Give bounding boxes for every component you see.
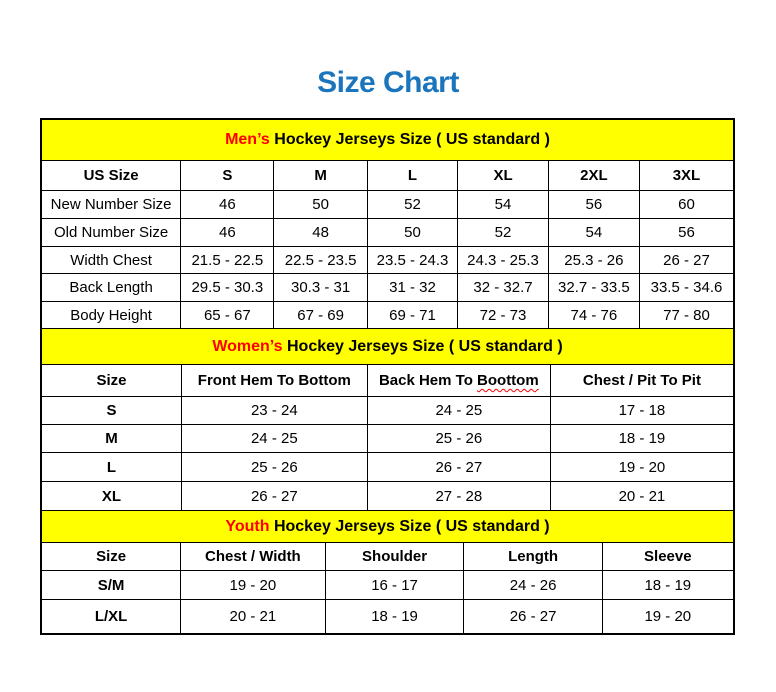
value-cell: 19 - 20 (602, 600, 733, 633)
section-band (42, 120, 733, 160)
header-cell: 3XL (639, 161, 733, 190)
value-cell: 24 - 25 (367, 397, 550, 424)
header-cell: Chest / Width (180, 543, 324, 570)
header-cell: Sleeve (602, 543, 733, 570)
band-title-text: Hockey Jerseys Size ( US standard ) (269, 517, 550, 535)
header-cell: 2XL (548, 161, 639, 190)
value-cell: 52 (367, 191, 458, 218)
value-cell: 20 - 21 (550, 482, 733, 510)
value-cell: 24 - 25 (181, 425, 367, 452)
band-accent-text: Women’s (212, 337, 283, 355)
band-accent-text: Men’s (225, 131, 270, 148)
value-cell: 26 - 27 (367, 453, 550, 481)
table-row (42, 218, 733, 246)
value-cell: 32 - 32.7 (457, 274, 548, 301)
value-cell: 25.3 - 26 (548, 247, 639, 273)
value-cell: 46 (180, 191, 273, 218)
value-cell: 26 - 27 (181, 482, 367, 510)
section-band (42, 510, 733, 542)
table-row (42, 481, 733, 510)
table-row (42, 599, 733, 633)
table-row (42, 190, 733, 218)
header-row (42, 542, 733, 570)
value-cell: 54 (457, 191, 548, 218)
header-cell: Size (96, 372, 127, 389)
value-cell: 56 (548, 191, 639, 218)
row-label-cell: Width Chest (70, 251, 152, 269)
value-cell: 23 - 24 (181, 397, 367, 424)
row-label-cell: Body Height (70, 306, 152, 324)
misspelled-word: Boottom (477, 372, 539, 389)
table-row (42, 452, 733, 481)
value-cell: 26 - 27 (463, 600, 601, 633)
row-label-cell: L (106, 458, 117, 476)
header-cell: Length (463, 543, 601, 570)
value-cell: 77 - 80 (639, 302, 733, 328)
header-cell: M (273, 161, 366, 190)
value-cell: 19 - 20 (550, 453, 733, 481)
band-title-text: Hockey Jerseys Size ( US standard ) (282, 337, 563, 355)
value-cell: 29.5 - 30.3 (180, 274, 273, 301)
table-row (42, 424, 733, 452)
value-cell: 72 - 73 (457, 302, 548, 328)
value-cell: 65 - 67 (180, 302, 273, 328)
value-cell: 56 (639, 219, 733, 246)
table-row (42, 246, 733, 273)
value-cell: 25 - 26 (181, 453, 367, 481)
header-cell: S (180, 161, 273, 190)
header-cell (367, 365, 550, 396)
value-cell: 54 (548, 219, 639, 246)
page-title: Size Chart (317, 66, 459, 99)
value-cell: 20 - 21 (180, 600, 324, 633)
section-band (42, 328, 733, 364)
value-cell: 46 (180, 219, 273, 246)
value-cell: 48 (273, 219, 366, 246)
value-cell: 30.3 - 31 (273, 274, 366, 301)
table-row (42, 396, 733, 424)
table-row (42, 301, 733, 328)
value-cell: 32.7 - 33.5 (548, 274, 639, 301)
value-cell: 24.3 - 25.3 (457, 247, 548, 273)
value-cell: 24 - 26 (463, 571, 601, 599)
value-cell: 19 - 20 (180, 571, 324, 599)
value-cell: 69 - 71 (367, 302, 458, 328)
row-label-cell: L/XL (94, 608, 128, 625)
header-cell-text: Back Hem To (378, 372, 478, 389)
row-label-cell: XL (101, 487, 122, 505)
value-cell: 74 - 76 (548, 302, 639, 328)
row-label-cell: New Number Size (50, 196, 172, 213)
value-cell: 31 - 32 (367, 274, 458, 301)
header-row (42, 364, 733, 396)
value-cell: 26 - 27 (639, 247, 733, 273)
value-cell: 18 - 19 (550, 425, 733, 452)
header-row (42, 160, 733, 190)
value-cell: 25 - 26 (367, 425, 550, 452)
row-label-cell: Back Length (69, 279, 153, 296)
value-cell: 33.5 - 34.6 (639, 274, 733, 301)
header-cell: Size (96, 548, 127, 565)
value-cell: 16 - 17 (325, 571, 464, 599)
band-accent-text: Youth (225, 517, 270, 535)
row-label-cell: Old Number Size (53, 224, 169, 241)
table-row (42, 570, 733, 599)
value-cell: 17 - 18 (550, 397, 733, 424)
value-cell: 27 - 28 (367, 482, 550, 510)
value-cell: 52 (457, 219, 548, 246)
header-cell: Shoulder (325, 543, 464, 570)
header-cell: US Size (83, 167, 139, 184)
row-label-cell: S (106, 402, 117, 419)
value-cell: 18 - 19 (325, 600, 464, 633)
table-row (42, 273, 733, 301)
value-cell: 23.5 - 24.3 (367, 247, 458, 273)
header-cell: Chest / Pit To Pit (550, 365, 733, 396)
band-title-text: Hockey Jerseys Size ( US standard ) (269, 131, 550, 148)
row-label-cell: S/M (97, 576, 125, 594)
value-cell: 22.5 - 23.5 (273, 247, 366, 273)
value-cell: 67 - 69 (273, 302, 366, 328)
value-cell: 50 (367, 219, 458, 246)
value-cell: 21.5 - 22.5 (180, 247, 273, 273)
header-cell: Front Hem To Bottom (181, 365, 367, 396)
value-cell: 60 (639, 191, 733, 218)
header-cell: L (367, 161, 458, 190)
value-cell: 50 (273, 191, 366, 218)
header-cell: XL (457, 161, 548, 190)
row-label-cell: M (105, 430, 118, 447)
value-cell: 18 - 19 (602, 571, 733, 599)
size-chart-table (40, 118, 735, 635)
